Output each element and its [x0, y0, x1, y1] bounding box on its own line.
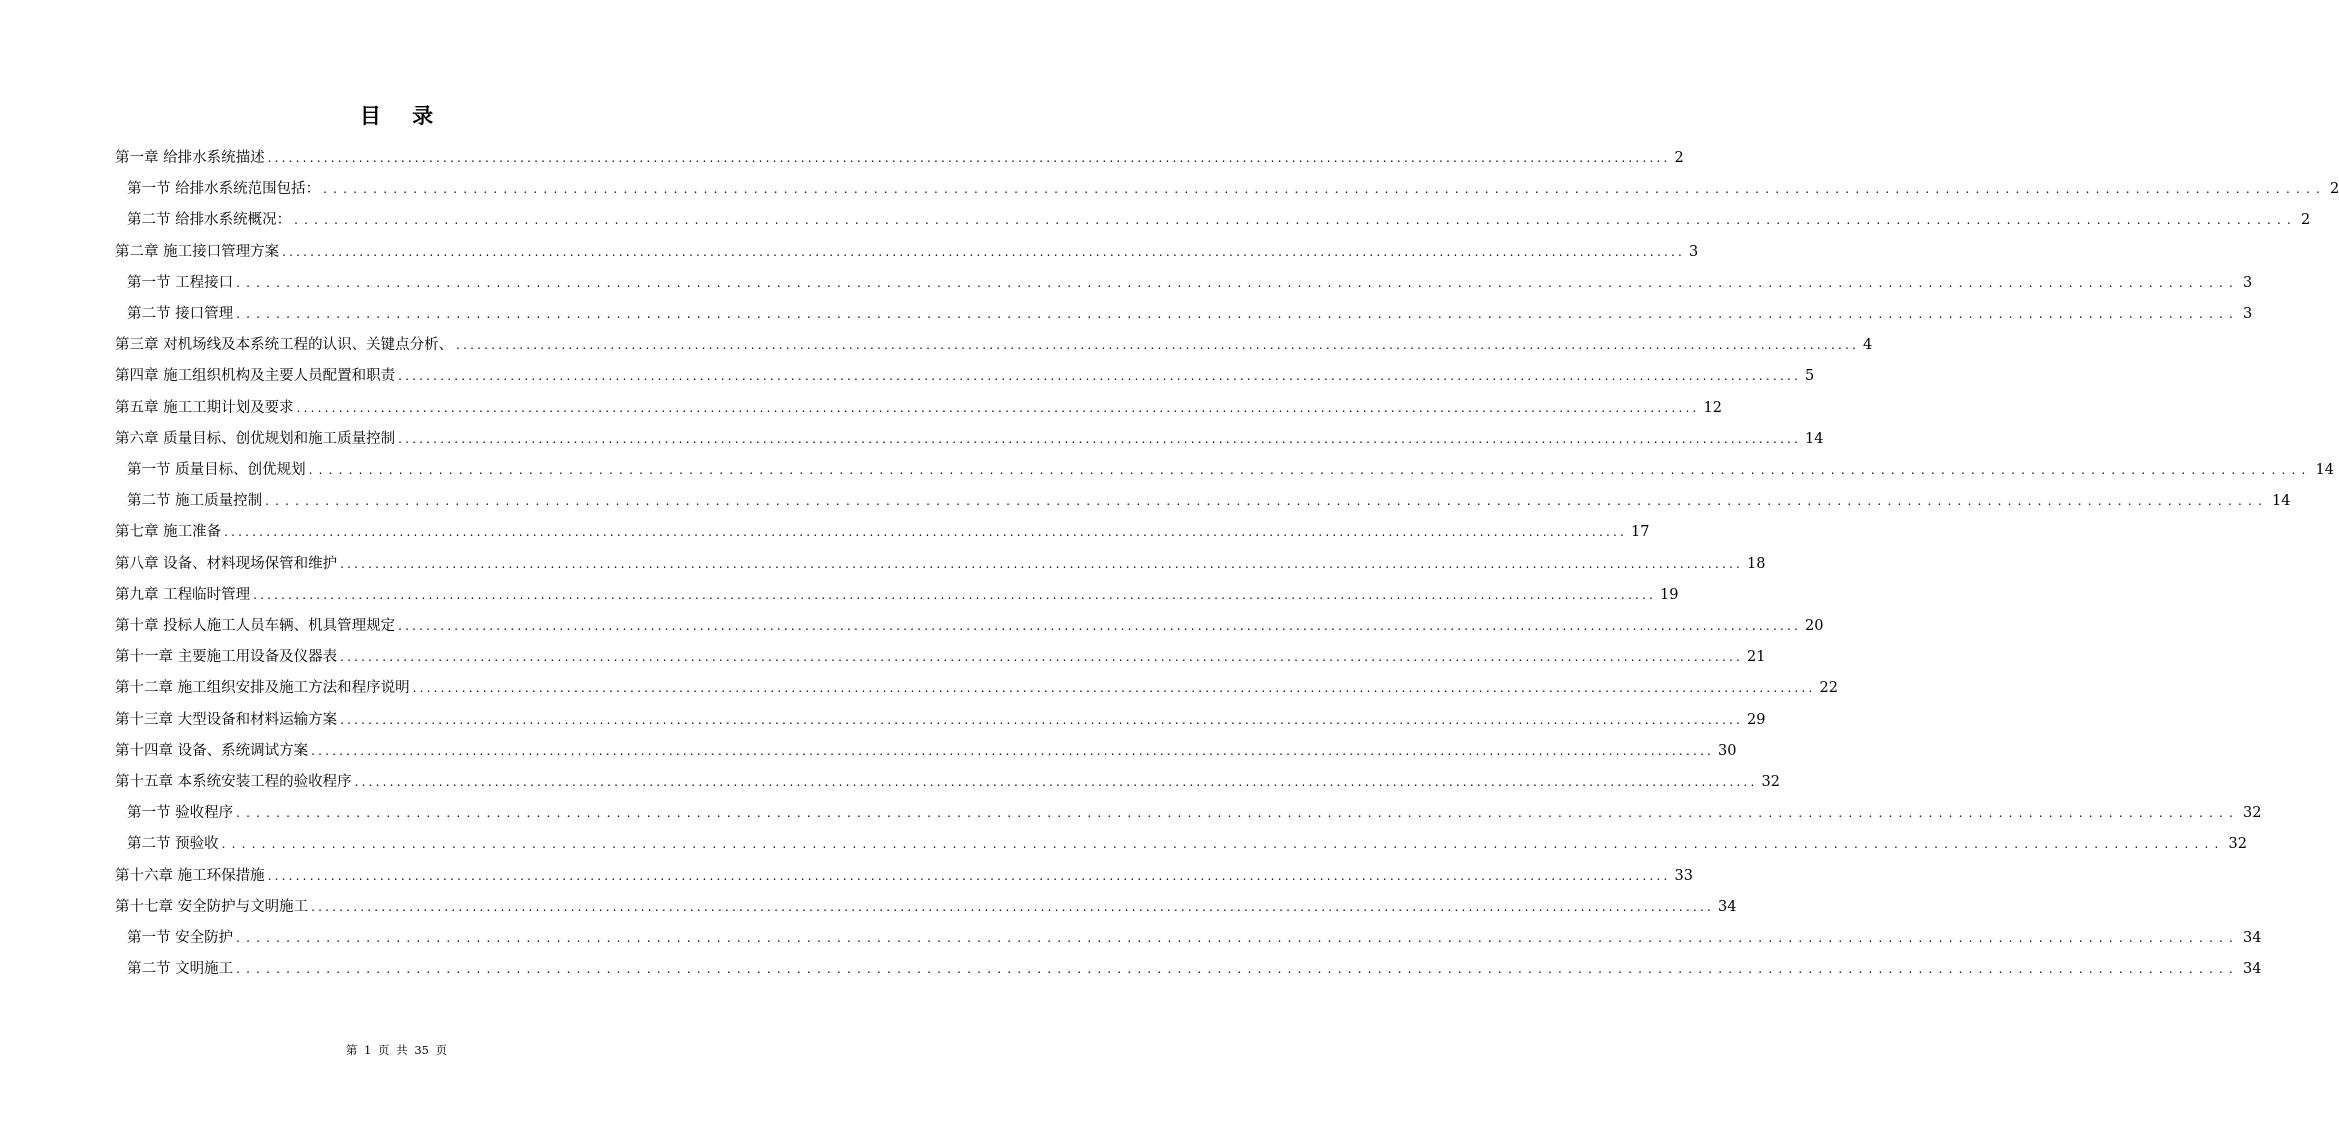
toc-entry-page: 34 [2243, 930, 2262, 946]
toc-leader-dots: ........................................................................................................................................................................................................ [267, 151, 1671, 165]
toc-leader-dots: ........................................................................................................................................................................................................ [282, 244, 1685, 259]
toc-entry[interactable] [127, 924, 2262, 952]
toc-entry[interactable] [115, 737, 1737, 765]
toc-entry-page: 22 [1819, 680, 1838, 697]
toc-leader-dots: ........................................................................................................................................................................................................ [236, 806, 2239, 821]
toc-entry[interactable] [115, 518, 1650, 546]
toc-leader-dots: ........................................................................................................................................................................................................ [267, 868, 1671, 883]
toc-entry[interactable] [115, 768, 1780, 796]
toc-entry-page: 14 [2272, 493, 2291, 510]
toc-entry[interactable] [115, 144, 1684, 172]
toc-entry[interactable] [115, 862, 1693, 890]
toc-leader-dots: ........................................................................................................................................................................................................ [224, 525, 1627, 540]
toc-entry-label: 第二节 预验收 [127, 836, 219, 853]
toc-entry-page: 32 [2243, 805, 2262, 822]
toc-entry-page: 19 [1660, 586, 1679, 603]
toc-entry[interactable] [127, 955, 2262, 983]
toc-entry-page: 3 [2243, 306, 2253, 322]
toc-entry-label: 第一章 给排水系统描述 [115, 150, 265, 166]
toc-entry-label: 第十三章 大型设备和材料运输方案 [115, 711, 338, 728]
toc-entry-label: 第二节 接口管理 [127, 306, 234, 322]
toc-entry[interactable] [115, 550, 1766, 578]
toc-entry-label: 第十章 投标人施工人员车辆、机具管理规定 [115, 618, 396, 634]
toc-entry-label: 第十二章 施工组织安排及施工方法和程序说明 [115, 680, 410, 697]
toc-leader-dots: ........................................................................................................................................................................................................ [265, 494, 2268, 509]
toc-entry[interactable] [127, 487, 2291, 515]
toc-entry[interactable] [115, 643, 1766, 671]
toc-leader-dots: ........................................................................................................................................................................................................ [221, 837, 2225, 852]
toc-leader-dots: ........................................................................................................................................................................................................ [412, 681, 1816, 696]
toc-entry[interactable] [115, 425, 1824, 453]
toc-leader-dots: ........................................................................................................................................................................................................ [340, 556, 1743, 571]
toc-entry[interactable] [115, 394, 1722, 422]
toc-entry-page: 14 [2315, 462, 2334, 478]
toc-entry-page: 34 [2243, 961, 2262, 978]
toc-entry-page: 3 [2243, 274, 2253, 291]
toc-entry-page: 21 [1747, 649, 1766, 666]
toc-entry-page: 29 [1747, 711, 1766, 728]
toc-entry-page: 33 [1674, 867, 1693, 884]
toc-leader-dots: ........................................................................................................................................................................................................ [308, 463, 2312, 477]
toc-leader-dots: ........................................................................................................................................................................................................ [294, 213, 2297, 228]
toc-entry-label: 第八章 设备、材料现场保管和维护 [115, 555, 338, 572]
toc-entry-label: 第六章 质量目标、创优规划和施工质量控制 [115, 430, 396, 447]
toc-entry-label: 第十四章 设备、系统调试方案 [115, 742, 309, 759]
toc-entry-label: 第二节 文明施工 [127, 961, 234, 978]
toc-entry-label: 第一节 工程接口 [127, 274, 234, 291]
toc-entry-page: 34 [1718, 898, 1737, 915]
toc-entry[interactable] [115, 238, 1699, 266]
toc-entry-page: 30 [1718, 742, 1737, 759]
toc-entry[interactable] [115, 362, 1815, 390]
toc-entry-page: 2 [1674, 150, 1684, 166]
toc-entry-label: 第三章 对机场线及本系统工程的认识、关键点分析、 [115, 337, 454, 354]
toc-entry-page: 18 [1747, 555, 1766, 572]
toc-entry-page: 14 [1805, 430, 1824, 447]
toc-entry[interactable] [127, 799, 2262, 827]
toc-entry[interactable] [127, 206, 2311, 234]
toc-leader-dots: ........................................................................................................................................................................................................ [323, 182, 2326, 197]
toc-entry-page: 12 [1703, 399, 1722, 416]
toc-leader-dots: ........................................................................................................................................................................................................ [253, 587, 1656, 602]
toc-entry-page: 20 [1805, 618, 1824, 634]
toc-entry[interactable] [115, 893, 1737, 921]
toc-leader-dots: ........................................................................................................................................................................................................ [236, 931, 2239, 945]
toc-entry[interactable] [115, 674, 1838, 702]
toc-entry-label: 第二节 给排水系统概况： [127, 212, 292, 229]
toc-entry-label: 第十一章 主要施工用设备及仪器表 [115, 649, 338, 666]
toc-entry[interactable] [127, 456, 2334, 484]
toc-entry[interactable] [115, 581, 1679, 609]
toc-leader-dots: ........................................................................................................................................................................................................ [340, 712, 1743, 727]
toc-entry[interactable] [127, 830, 2247, 858]
toc-entry-label: 第四章 施工组织机构及主要人员配置和职责 [115, 368, 396, 385]
toc-entry[interactable] [115, 612, 1824, 640]
toc-entry-label: 第十五章 本系统安装工程的验收程序 [115, 774, 352, 790]
toc-entry-page: 2 [2330, 181, 2339, 198]
toc-entry-label: 第一节 质量目标、创优规划 [127, 462, 306, 478]
toc-entry-page: 4 [1863, 337, 1873, 354]
toc-entry-label: 第十七章 安全防护与文明施工 [115, 898, 309, 915]
toc-entry-label: 第一节 给排水系统范围包括： [127, 181, 321, 198]
page-footer: 第 1 页 共 35 页 [345, 1043, 448, 1057]
toc-leader-dots: ........................................................................................................................................................................................................ [398, 369, 1801, 384]
toc-leader-dots: ........................................................................................................................................................................................................ [311, 899, 1714, 914]
toc-entry-page: 32 [1761, 774, 1780, 790]
toc-entry-label: 第一节 安全防护 [127, 930, 234, 946]
toc-entry-page: 2 [2301, 212, 2311, 229]
toc-entry-page: 17 [1631, 524, 1650, 541]
toc-leader-dots: ........................................................................................................................................................................................................ [236, 275, 2239, 290]
toc-leader-dots: ........................................................................................................................................................................................................ [236, 962, 2239, 977]
toc-leader-dots: ........................................................................................................................................................................................................ [398, 431, 1801, 446]
toc-leader-dots: ........................................................................................................................................................................................................ [456, 338, 1859, 353]
toc-leader-dots: ........................................................................................................................................................................................................ [236, 307, 2239, 321]
toc-leader-dots: ........................................................................................................................................................................................................ [296, 400, 1700, 415]
toc-entry-label: 第十六章 施工环保措施 [115, 867, 265, 884]
toc-entry-label: 第七章 施工准备 [115, 524, 222, 541]
toc-entry[interactable] [127, 300, 2253, 328]
toc-leader-dots: ........................................................................................................................................................................................................ [398, 619, 1801, 633]
toc-leader-dots: ........................................................................................................................................................................................................ [340, 650, 1743, 665]
toc-entry[interactable] [127, 175, 2339, 203]
toc-leader-dots: ........................................................................................................................................................................................................ [354, 775, 1758, 789]
toc-entry-page: 5 [1805, 368, 1815, 385]
toc-entry[interactable] [115, 331, 1873, 359]
toc-entry-page: 3 [1689, 243, 1699, 260]
toc-leader-dots: ........................................................................................................................................................................................................ [311, 743, 1714, 758]
toc-entry-label: 第二章 施工接口管理方案 [115, 243, 280, 260]
toc-entry[interactable] [115, 706, 1766, 734]
toc-entry-label: 第五章 施工工期计划及要求 [115, 399, 294, 416]
page-title: 目 录 [359, 104, 446, 128]
toc-entry-label: 第九章 工程临时管理 [115, 586, 251, 603]
toc-entry-label: 第二节 施工质量控制 [127, 493, 263, 510]
toc-entry-label: 第一节 验收程序 [127, 805, 234, 822]
toc-entry[interactable] [127, 269, 2253, 297]
toc-entry-page: 32 [2228, 836, 2247, 853]
